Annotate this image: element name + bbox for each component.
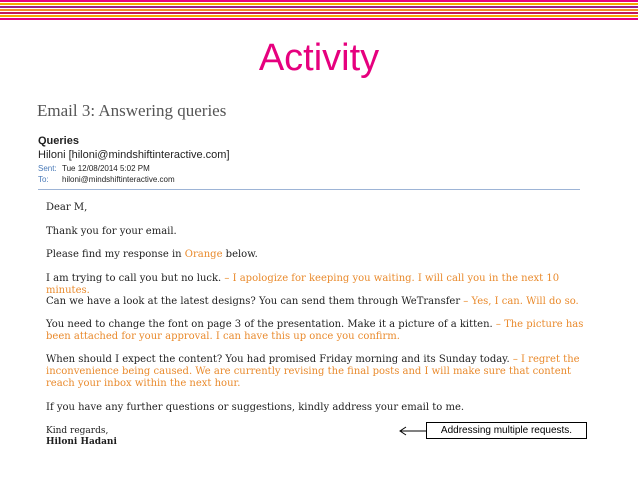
qa-item	[46, 354, 586, 390]
qa-item	[46, 319, 586, 343]
sent-value: Tue 12/08/2014 5:02 PM	[62, 164, 150, 173]
qa-item	[46, 273, 586, 297]
qa-question: I am trying to call you but no luck.	[46, 273, 222, 284]
signature-name: Hiloni Hadani	[46, 437, 117, 447]
arrow-left-icon	[397, 424, 427, 438]
intro-text-end: below.	[222, 249, 258, 260]
email-closing: If you have any further questions or suggestions, kindly address your email to me.	[46, 402, 465, 413]
slide-title: Activity	[258, 37, 380, 79]
email-regards: Kind regards,	[46, 426, 109, 436]
email-response-intro	[46, 249, 586, 261]
email-header	[38, 134, 580, 185]
qa-question: Can we have a look at the latest designs? You can send them through WeTransfer	[46, 296, 461, 307]
to-label: To:	[38, 175, 49, 184]
slide-subtitle: Email 3: Answering queries	[37, 101, 227, 120]
qa-question: You need to change the font on page 3 of the presentation. Make it a picture of a kitten.	[46, 319, 493, 330]
qa-answer: – The picture has been attached for your approval. I can have this up once you confirm.	[46, 319, 584, 342]
email-header-divider	[38, 189, 580, 190]
qa-answer: – Yes, I can. Will do so.	[460, 296, 579, 307]
to-value: hiloni@mindshiftinteractive.com	[62, 175, 175, 184]
qa-answer: – I apologize for keeping you waiting. I will call you in the next 10 minutes.	[46, 273, 560, 296]
email-greeting: Dear M,	[46, 202, 88, 213]
sent-label: Sent:	[38, 164, 57, 173]
email-subject: Queries	[38, 135, 79, 147]
qa-answer: – I regret the inconvenience being caused. We are currently revising the final posts and I will make sure that content reach your inbox within the next hour.	[46, 354, 580, 389]
qa-question: When should I expect the content? You had promised Friday morning and its Sunday today.	[46, 354, 510, 365]
email-to-row	[38, 174, 580, 185]
email-sent-row	[38, 163, 580, 174]
intro-text: Please find my response in	[46, 249, 185, 260]
intro-highlight: Orange	[184, 249, 223, 260]
callout-box: Addressing multiple requests.	[426, 422, 587, 439]
email-sender: Hiloni [hiloni@mindshiftinteractive.com]	[38, 149, 230, 161]
email-thanks: Thank you for your email.	[46, 226, 177, 237]
decorative-stripes	[0, 0, 638, 24]
qa-item	[46, 296, 586, 308]
